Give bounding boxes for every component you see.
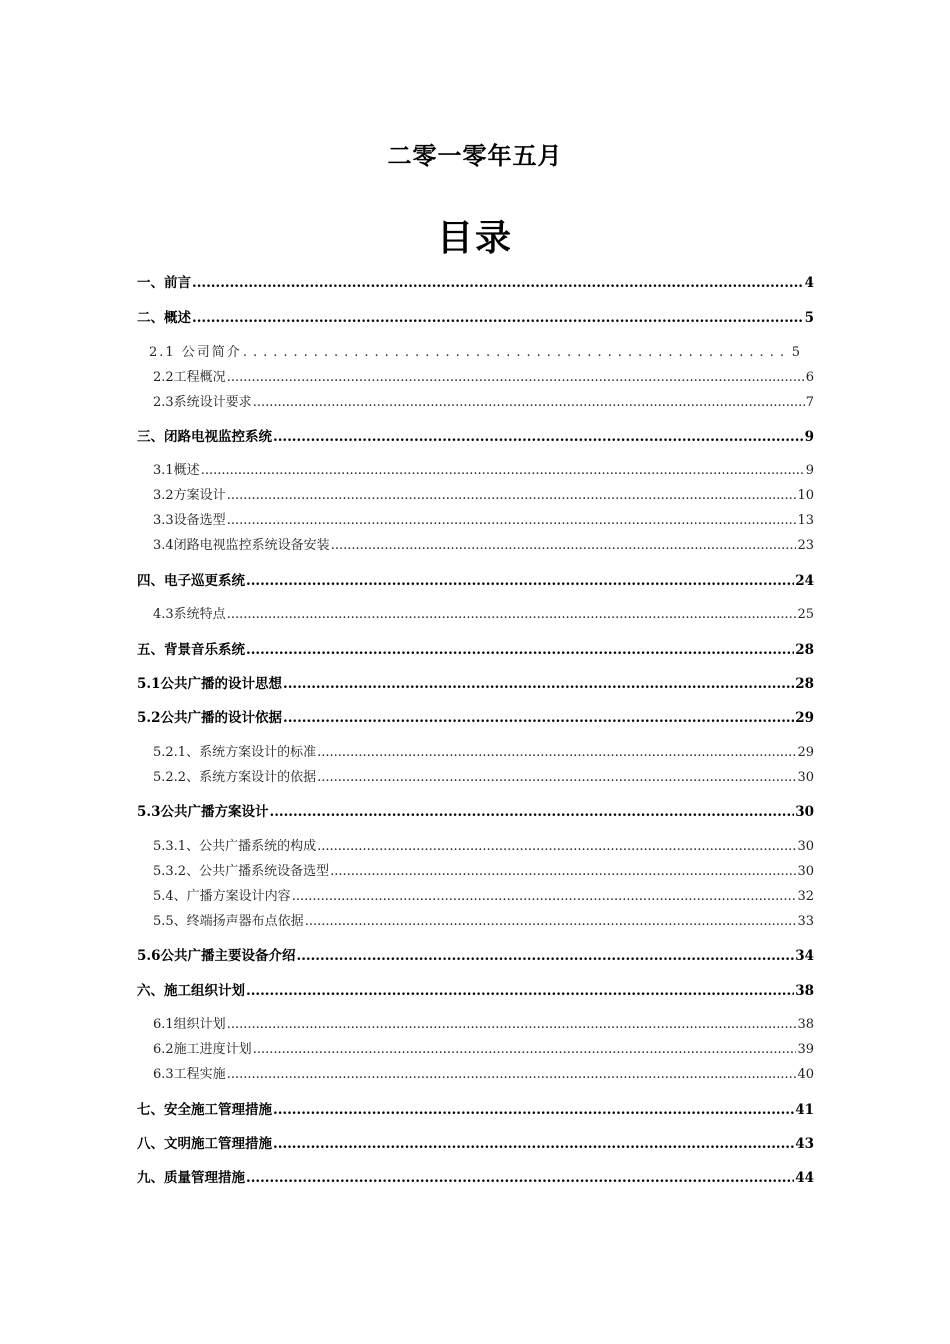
toc-entry-label: 七、安全施工管理措施: [137, 1102, 272, 1118]
toc-entry-label: 三、闭路电视监控系统: [137, 429, 272, 445]
toc-entry[interactable]: [153, 459, 814, 478]
toc-entry[interactable]: [153, 484, 814, 503]
toc-entry[interactable]: [137, 672, 814, 692]
toc-leader: [330, 864, 796, 879]
toc-leader: [227, 488, 797, 503]
toc-leader: [283, 710, 794, 726]
toc-entry-page: 40: [797, 1067, 814, 1082]
toc-entry-page: 38: [795, 983, 814, 999]
toc-entry-page: 4: [804, 275, 814, 291]
toc-leader: [253, 1042, 797, 1057]
toc-entry-page: 38: [797, 1017, 814, 1032]
toc-entry-label: 2.3系统设计要求: [153, 395, 252, 410]
toc-entry[interactable]: [137, 944, 814, 964]
toc-entry-page: 5: [791, 345, 802, 360]
toc-entry-page: 9: [804, 429, 814, 445]
toc-entry[interactable]: [153, 534, 814, 553]
toc-leader: [317, 770, 796, 785]
toc-entry-page: 25: [797, 607, 814, 622]
toc-entry-label: 九、质量管理措施: [137, 1170, 245, 1186]
toc-entry-label: 四、电子巡更系统: [137, 573, 245, 589]
toc-entry[interactable]: [137, 638, 814, 658]
toc-entry[interactable]: [153, 835, 814, 854]
toc-entry-label: 2.1 公司简介: [149, 345, 242, 360]
toc-leader: [246, 573, 794, 589]
toc-entry-page: 30: [797, 864, 814, 879]
toc-entry-page: 7: [805, 395, 814, 410]
toc-leader: [227, 1017, 797, 1032]
toc-entry-page: 30: [795, 804, 814, 820]
toc-leader: [273, 429, 804, 445]
toc-entry-page: 34: [795, 948, 814, 964]
toc-entry-label: 5.5、终端扬声器布点依据: [153, 914, 304, 929]
toc-entry-page: 13: [797, 513, 814, 528]
toc-entry[interactable]: [149, 341, 802, 360]
toc-entry-label: 5.3.2、公共广播系统设备选型: [153, 864, 330, 879]
toc-leader: [331, 538, 797, 553]
toc-leader: [201, 463, 805, 478]
toc-entry-label: 6.1组织计划: [153, 1017, 226, 1032]
toc-leader: [227, 1067, 797, 1082]
toc-entry-page: 43: [795, 1136, 814, 1152]
toc-entry[interactable]: [153, 860, 814, 879]
toc-entry-page: 32: [797, 889, 814, 904]
toc-entry-label: 6.3工程实施: [153, 1067, 226, 1082]
toc-entry[interactable]: [153, 603, 814, 622]
toc-entry-page: 9: [805, 463, 814, 478]
toc-leader: [253, 395, 805, 410]
toc-entry[interactable]: [153, 1038, 814, 1057]
toc-leader: [227, 513, 797, 528]
toc-entry-label: 5.2公共广播的设计依据: [137, 710, 282, 726]
toc-entry-label: 5.1公共广播的设计思想: [137, 676, 282, 692]
toc-leader: [227, 607, 797, 622]
toc-leader: [243, 345, 791, 360]
toc-entry[interactable]: [137, 569, 814, 589]
toc-entry-page: 24: [795, 573, 814, 589]
toc-entry[interactable]: [137, 306, 814, 326]
toc-leader: [192, 275, 804, 291]
toc-entry-label: 4.3系统特点: [153, 607, 226, 622]
toc-entry-label: 5.2.2、系统方案设计的依据: [153, 770, 317, 785]
toc-entry-label: 二、概述: [137, 310, 191, 326]
toc-entry[interactable]: [153, 366, 814, 385]
toc-leader: [192, 310, 804, 326]
toc-entry[interactable]: [153, 391, 814, 410]
toc-leader: [270, 804, 795, 820]
toc-entry[interactable]: [137, 979, 814, 999]
toc-entry[interactable]: [137, 425, 814, 445]
toc-entry-label: 5.3.1、公共广播系统的构成: [153, 839, 317, 854]
toc-leader: [227, 370, 805, 385]
toc-leader: [317, 745, 796, 760]
toc-leader: [297, 948, 795, 964]
toc-leader: [283, 676, 794, 692]
toc-entry[interactable]: [153, 741, 814, 760]
toc-entry[interactable]: [153, 509, 814, 528]
toc-entry-page: 39: [797, 1042, 814, 1057]
document-date: 二零一零年五月: [387, 141, 563, 170]
toc-leader: [273, 1102, 794, 1118]
toc-entry-label: 六、施工组织计划: [137, 983, 245, 999]
toc-entry[interactable]: [153, 766, 814, 785]
toc-leader: [246, 642, 794, 658]
toc-leader: [317, 839, 796, 854]
toc-entry[interactable]: [153, 910, 814, 929]
toc-entry-page: 10: [797, 488, 814, 503]
toc-entry-label: 5.2.1、系统方案设计的标准: [153, 745, 317, 760]
toc-entry-page: 33: [797, 914, 814, 929]
toc-entry[interactable]: [137, 271, 814, 291]
toc-entry-label: 5.3公共广播方案设计: [137, 804, 269, 820]
toc-title: 目录: [436, 217, 513, 259]
toc-entry-label: 3.3设备选型: [153, 513, 226, 528]
toc-entry-label: 5.4、广播方案设计内容: [153, 889, 291, 904]
toc-entry-label: 八、文明施工管理措施: [137, 1136, 272, 1152]
toc-leader: [246, 983, 794, 999]
toc-entry-label: 3.4闭路电视监控系统设备安装: [153, 538, 330, 553]
toc-entry-page: 41: [795, 1102, 814, 1118]
toc-entry-label: 2.2工程概况: [153, 370, 226, 385]
toc-entry-label: 3.1概述: [153, 463, 200, 478]
toc-entry-page: 28: [795, 642, 814, 658]
toc-entry[interactable]: [153, 885, 814, 904]
toc-entry-label: 3.2方案设计: [153, 488, 226, 503]
toc-entry[interactable]: [137, 1166, 814, 1186]
toc-entry[interactable]: [137, 1132, 814, 1152]
toc-leader: [273, 1136, 794, 1152]
toc-entry-label: 5.6公共广播主要设备介绍: [137, 948, 296, 964]
toc-leader: [246, 1170, 794, 1186]
toc-entry-page: 30: [797, 839, 814, 854]
toc-entry-label: 五、背景音乐系统: [137, 642, 245, 658]
toc-leader: [305, 914, 797, 929]
toc-entry-label: 一、前言: [137, 275, 191, 291]
toc-entry-page: 6: [805, 370, 814, 385]
toc-entry[interactable]: [137, 706, 814, 726]
toc-entry-page: 23: [797, 538, 814, 553]
toc-entry-label: 6.2施工进度计划: [153, 1042, 252, 1057]
toc-entry[interactable]: [137, 800, 814, 820]
toc-entry-page: 28: [795, 676, 814, 692]
toc-entry-page: 30: [797, 770, 814, 785]
toc-entry-page: 29: [797, 745, 814, 760]
toc-entry-page: 5: [804, 310, 814, 326]
toc-entry[interactable]: [137, 1098, 814, 1118]
toc-entry-page: 29: [795, 710, 814, 726]
toc-entry[interactable]: [153, 1063, 814, 1082]
toc-entry[interactable]: [153, 1013, 814, 1032]
toc-entry-page: 44: [795, 1170, 814, 1186]
toc-leader: [292, 889, 797, 904]
